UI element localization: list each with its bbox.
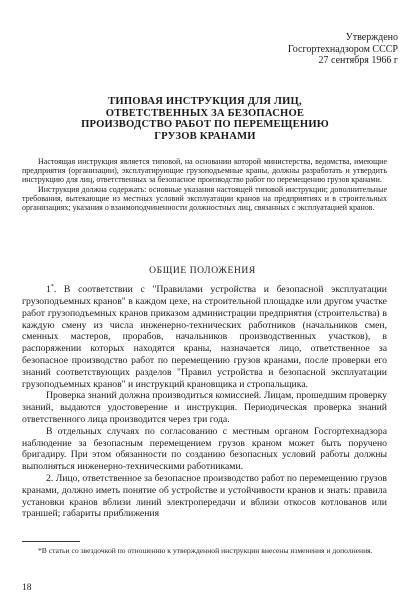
title-line-4: ГРУЗОВ КРАНАМИ [154, 130, 256, 142]
title-line-2: ОТВЕТСТВЕННЫХ ЗА БЕЗОПАСНОЕ [105, 107, 305, 119]
intro-paragraph-2: Инструкция должна содержать: основные указания настоящей типовой инструкции; дополнительные требования, вытекающие из местных условий эксплуатации кранов на предприятиях и в строительных организациях; указания о взаимоподчиненности должностных лиц, связанных с эксплуатацией кранов. [22, 184, 387, 213]
approval-stamp [258, 32, 398, 67]
footnote-divider [22, 541, 80, 542]
title-line-3: ПРОИЗВОДСТВО РАБОТ ПО ПЕРЕМЕЩЕНИЮ [81, 119, 329, 130]
intro-block [22, 157, 387, 212]
footnote-mark: * [50, 284, 54, 290]
body-paragraph-4: 2. Лицо, ответственное за безопасное производство работ по перемещению грузов кранами, должно иметь понятие об устройстве и устойчивости кранов и знать: правила установки кранов вблизи линий электропередачи и вблизи откосов котлованов или траншей; габариты приближения [22, 472, 387, 520]
section-heading: ОБЩИЕ ПОЛОЖЕНИЯ [149, 266, 256, 276]
body-paragraph-3: В отдельных случаях по согласованию с местным органом Госгортехнадзора наблюдение за безопасным перемещением грузов краном может быть поручено бригадиру. При этом обязанности по созданию безопасных условий работы должны выполняться инженерно-техническими работниками. [22, 425, 387, 473]
intro-paragraph-1: Настоящая инструкция является типовой, на основании которой министерства, ведомства, имеющие предприятия (организации), эксплуатирующие грузоподъемные краны, должны разработать и утвердить инструкцию для лиц, ответственных за безопасное производство работ по перемещению грузов кранами. [22, 157, 387, 185]
document-title [60, 96, 350, 142]
body-paragraph-1 [22, 282, 387, 390]
body-paragraph-2: Проверка знаний должна производиться комиссией. Лицам, прошедшим проверку знаний, выдаются удостоверение и инструкция. Периодическая проверка знаний ответственного лица производится через три года. [22, 390, 387, 425]
approval-line-2: Госгортехнадзором СССР [287, 43, 398, 55]
page-number: 18 [22, 583, 32, 593]
clause-number: 1 [46, 284, 51, 296]
body-text [22, 282, 387, 520]
approval-line-3: 27 сентября 1966 г [318, 55, 398, 66]
footnote-text: *В статьи со звездочкой по отношению к утвержденной инструкции внесены изменения и дополнения. [38, 546, 373, 555]
title-line-1: ТИПОВАЯ ИНСТРУКЦИЯ ДЛЯ ЛИЦ, [108, 96, 302, 107]
approval-line-1: Утверждено [345, 32, 398, 43]
body-paragraph-1-text: . В соответствии с "Правилами устройства и безопасной эксплуатации грузоподъемных кранов" в каждом цехе, на строительной площадке или другом участке работ грузоподъемных кранов приказом администрации предприятия (строительства) в каждую смену из числа инженерно-технических работников (начальников смен, сменных мастеров, прорабов, начальников производственных участков), в распоряжении которых находятся краны, назначается лицо, ответственное за безопасное производство работ по перемещению грузов кранами, после проверки его знаний соответствующих разделов "Правил устройства и безопасной эксплуатации грузоподъемных кранов" и инструкций крановщика и стропальщика. [22, 284, 387, 390]
footnote [22, 546, 387, 555]
